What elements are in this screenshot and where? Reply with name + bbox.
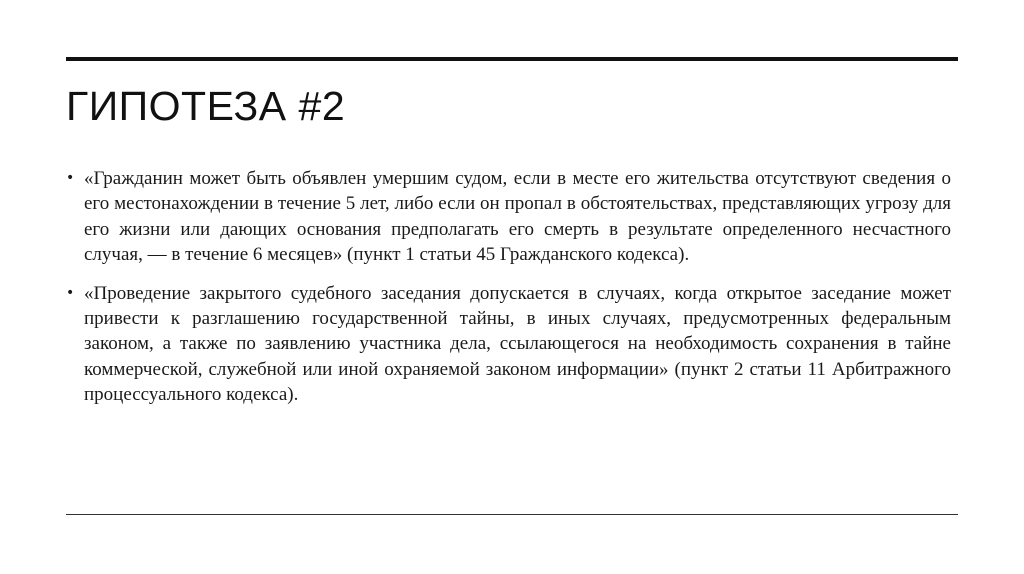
top-divider <box>66 57 958 61</box>
bullet-dot-icon: • <box>66 170 75 186</box>
bullet-text: «Гражданин может быть объявлен умершим судом, если в месте его жительства отсутствуют сведения о его местонахождении в течение 5 лет, либо если он пропал в обстоятельствах, представляющих угрозу для его жизни или дающих основания предполагать его смерть в результате определенного несчастного случая, — в течение 6 месяцев» (пункт 1 статьи 45 Гражданского кодекса). <box>84 168 951 266</box>
bullet-list <box>66 166 951 421</box>
bullet-dot-icon: • <box>66 284 75 301</box>
slide-title: ГИПОТЕЗА #2 <box>66 83 346 129</box>
bullet-item-arbitration-code <box>66 281 951 408</box>
bullet-text: «Проведение закрытого судебного заседания допускается в случаях, когда открытое заседание может привести к разглашению государственной тайны, в иных случаях, предусмотренных федеральным законом, а также по заявлению участника дела, ссылающегося на необходимость сохранения в тайне коммерческой, служебной или иной охраняемой законом информации» (пункт 2 статьи 11 Арбитражного процессуального кодекса). <box>84 282 951 406</box>
bottom-divider <box>66 514 958 515</box>
bullet-item-civil-code <box>66 166 951 268</box>
